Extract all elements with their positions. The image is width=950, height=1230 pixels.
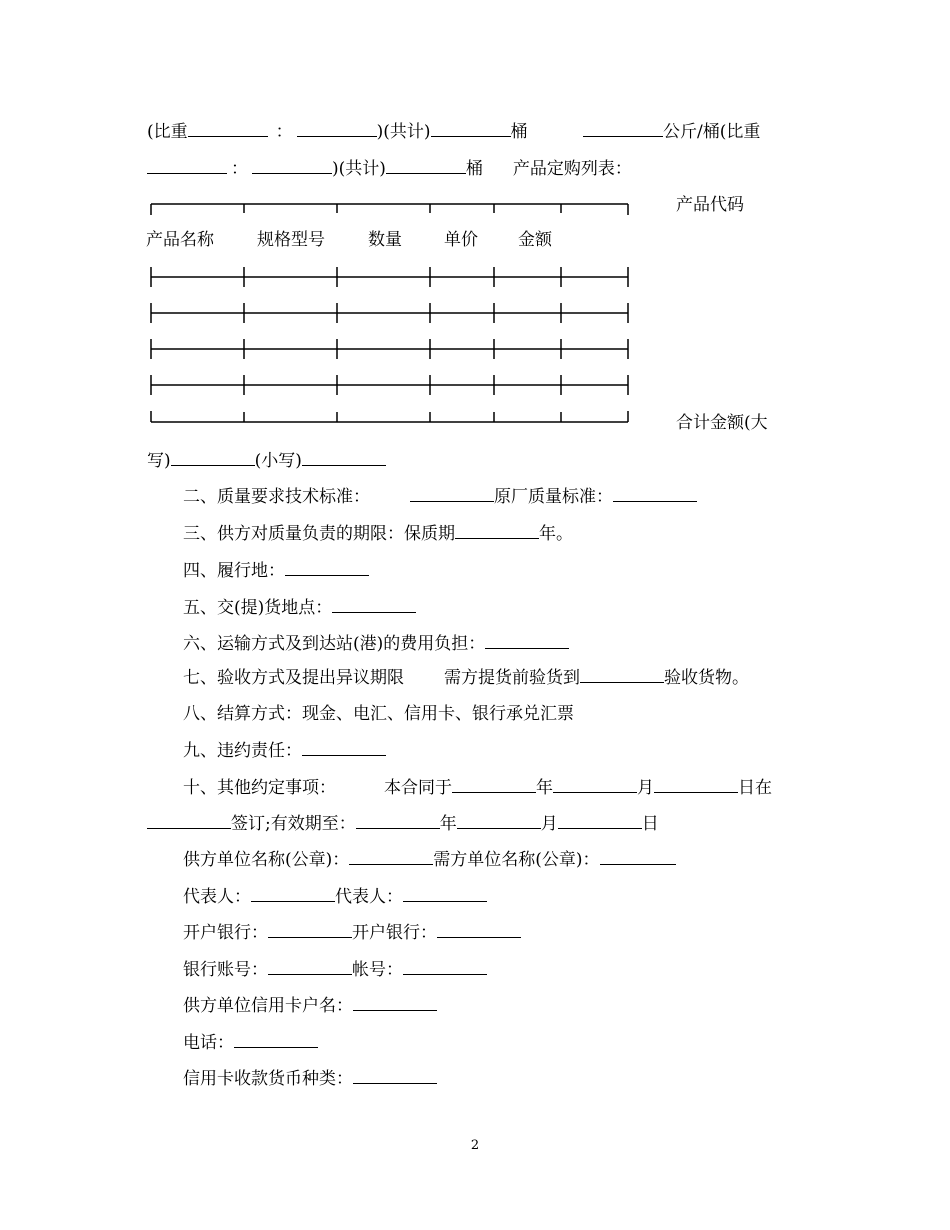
- section-7: [183, 666, 749, 689]
- text: 供方单位名称(公章)：: [183, 850, 350, 870]
- blank: [485, 632, 569, 649]
- blank: [403, 958, 487, 975]
- section-4: [183, 559, 369, 582]
- text: 七、验收方式及提出异议期限: [183, 668, 404, 688]
- text: 桶: [510, 122, 528, 142]
- currency: [183, 1067, 437, 1090]
- blank: [431, 120, 511, 137]
- text: 公斤/桶(比重: [663, 122, 761, 142]
- table-header-amount: 金额: [518, 230, 552, 250]
- blank: [171, 449, 255, 466]
- blank: [437, 921, 521, 938]
- line-1: [147, 120, 528, 143]
- text: 九、违约责任：: [183, 741, 302, 761]
- blank: [553, 776, 637, 793]
- page-number: 2: [470, 1138, 480, 1153]
- line-2: [147, 157, 632, 180]
- card-name: [183, 994, 437, 1017]
- blank: [353, 994, 437, 1011]
- blank: [386, 157, 466, 174]
- text: 代表人：: [183, 887, 251, 907]
- text: 二、质量要求技术标准：: [183, 487, 370, 507]
- text: 需方提货前验货到: [444, 668, 580, 688]
- blank: [252, 157, 332, 174]
- banks: [183, 921, 521, 944]
- section-5: [183, 596, 416, 619]
- text: 十、其他约定事项：: [183, 778, 336, 798]
- total-line-2: [147, 449, 386, 472]
- representatives: [183, 885, 487, 908]
- text: 八、结算方式：现金、电汇、信用卡、银行承兑汇票: [183, 704, 574, 724]
- text: 原厂质量标准：: [494, 487, 613, 507]
- blank: [580, 666, 664, 683]
- blank: [251, 885, 335, 902]
- text: 日在: [738, 778, 772, 798]
- phone: [183, 1031, 318, 1054]
- blank: [356, 812, 440, 829]
- text: (比重: [147, 122, 188, 142]
- section-3: [183, 522, 573, 545]
- blank: [297, 120, 377, 137]
- text: 三、供方对质量负责的期限：保质期: [183, 524, 455, 544]
- text: 银行账号：: [183, 960, 268, 980]
- text: 供方单位信用卡户名：: [183, 996, 353, 1016]
- text: 电话：: [183, 1033, 234, 1053]
- text: 产品定购列表：: [512, 159, 632, 179]
- text: 合计金额(大: [676, 413, 768, 433]
- text: 签订;有效期至：: [231, 814, 356, 834]
- section-10-continued: [147, 812, 659, 835]
- section-8: [183, 703, 574, 725]
- text: 月: [637, 778, 654, 798]
- text: 六、运输方式及到达站(港)的费用负担：: [183, 634, 486, 654]
- text: 需方单位名称(公章)：: [433, 850, 600, 870]
- blank: [147, 157, 227, 174]
- table-header-spec: 规格型号: [257, 230, 325, 250]
- table-header-price: 单价: [444, 230, 478, 250]
- text: 写): [147, 451, 171, 471]
- blank: [188, 120, 268, 137]
- text: 月: [540, 814, 558, 834]
- blank: [234, 1031, 318, 1048]
- line-1-right: [583, 120, 760, 143]
- blank: [600, 848, 676, 865]
- section-10: [183, 776, 772, 799]
- text: 代表人：: [335, 887, 403, 907]
- party-names: [183, 848, 676, 871]
- blank: [452, 776, 536, 793]
- text: 日: [641, 814, 659, 834]
- product-code-label: [676, 194, 744, 216]
- blank: [268, 958, 352, 975]
- text: 年: [536, 778, 553, 798]
- blank: [268, 921, 352, 938]
- text: (小写): [254, 451, 302, 471]
- text: 验收货物。: [664, 668, 749, 688]
- text: ：: [231, 159, 248, 179]
- blank: [302, 449, 386, 466]
- blank: [613, 485, 697, 502]
- section-6: [183, 632, 569, 655]
- text: 开户银行：: [183, 923, 268, 943]
- table-header-qty: 数量: [368, 230, 402, 250]
- blank: [654, 776, 738, 793]
- text: 年: [439, 814, 457, 834]
- text: 年。: [539, 524, 573, 544]
- total-label: [676, 412, 768, 434]
- text: 四、履行地：: [183, 561, 285, 581]
- section-9: [183, 739, 386, 762]
- text: 信用卡收款货币种类：: [183, 1069, 353, 1089]
- blank: [353, 1067, 437, 1084]
- text: )(共计): [376, 122, 431, 142]
- blank: [455, 522, 539, 539]
- accounts: [183, 958, 487, 981]
- text: 五、交(提)货地点：: [183, 598, 333, 618]
- text: ：: [275, 122, 293, 142]
- table-header-name: 产品名称: [146, 230, 214, 250]
- text: )(共计): [332, 159, 386, 179]
- blank: [583, 120, 663, 137]
- blank: [147, 812, 231, 829]
- blank: [349, 848, 433, 865]
- text: 本合同于: [384, 778, 452, 798]
- blank: [285, 559, 369, 576]
- blank: [332, 596, 416, 613]
- section-2: [183, 485, 697, 508]
- text: 桶: [465, 159, 483, 179]
- blank: [403, 885, 487, 902]
- blank: [410, 485, 494, 502]
- text: 开户银行：: [352, 923, 437, 943]
- blank: [302, 739, 386, 756]
- text: 帐号：: [352, 960, 403, 980]
- text: 产品代码: [676, 195, 744, 215]
- blank: [558, 812, 642, 829]
- blank: [457, 812, 541, 829]
